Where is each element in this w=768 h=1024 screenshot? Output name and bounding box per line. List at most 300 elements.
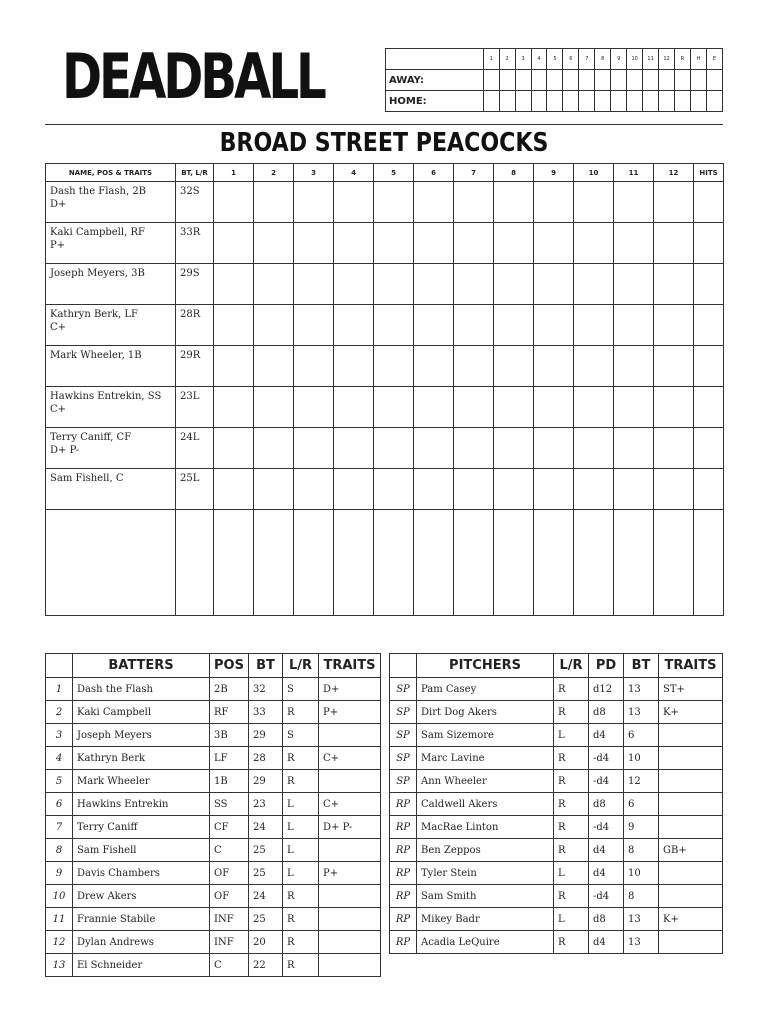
traits [319,931,381,954]
handedness: R [554,701,589,724]
at-bat-cell [454,182,494,223]
lineup-header: 11 [614,164,654,182]
player-name-pos: Sam Fishell, C [50,473,124,484]
position: CF [210,816,249,839]
empty-cell [294,510,334,616]
at-bat-cell [294,182,334,223]
at-bat-cell [614,182,654,223]
pitcher-role: RP [390,816,417,839]
traits [659,885,723,908]
batter-target: 8 [624,885,659,908]
player-name-pos: Terry Caniff, CF [50,432,132,443]
lineup-header: BT, L/R [176,164,214,182]
at-bat-cell [614,264,654,305]
batter-target: 24L [176,428,214,469]
player-name-pos: Kaki Campbell, RF [50,227,145,238]
at-bat-cell [334,387,374,428]
pitchers-header: TRAITS [659,654,723,678]
position: RF [210,701,249,724]
order-number: 4 [46,747,73,770]
at-bat-cell [214,264,254,305]
batters-row [46,931,381,954]
at-bat-cell [374,223,414,264]
away-score-cell [547,70,563,91]
home-score-cell [595,91,611,112]
at-bat-cell [414,469,454,510]
at-bat-cell [254,223,294,264]
lineup-header: 7 [454,164,494,182]
home-label: HOME: [386,91,484,112]
pitchers-row [390,724,723,747]
at-bat-cell [374,469,414,510]
away-score-cell [627,70,643,91]
at-bat-cell [614,428,654,469]
at-bat-cell [614,469,654,510]
at-bat-cell [654,305,694,346]
at-bat-cell [214,305,254,346]
empty-cell [494,510,534,616]
blank-header [390,654,417,678]
player-cell [46,469,176,510]
player-traits: D+ P- [50,445,80,456]
traits [319,885,381,908]
order-number: 3 [46,724,73,747]
player-cell [46,182,176,223]
at-bat-cell [214,387,254,428]
at-bat-cell [614,387,654,428]
batter-target: 29R [176,346,214,387]
pitchers-row [390,839,723,862]
at-bat-cell [374,305,414,346]
at-bat-cell [534,305,574,346]
batters-header: BT [249,654,283,678]
handedness: R [554,770,589,793]
lineup-header: 6 [414,164,454,182]
traits: P+ [319,862,381,885]
traits [659,793,723,816]
batter-target: 9 [624,816,659,839]
pitcher-role: RP [390,862,417,885]
at-bat-cell [294,264,334,305]
at-bat-cell [654,182,694,223]
at-bat-cell [494,305,534,346]
at-bat-cell [694,346,724,387]
at-bat-cell [574,223,614,264]
pitchers-row [390,908,723,931]
lineup-header: 10 [574,164,614,182]
inning-header: 3 [515,49,531,70]
traits [319,908,381,931]
pitcher-name: Tyler Stein [417,862,554,885]
batter-name: Mark Wheeler [73,770,210,793]
batter-target: 20 [249,931,283,954]
position: C [210,954,249,977]
lineup-row [46,223,724,264]
traits: ST+ [659,678,723,701]
at-bat-cell [574,346,614,387]
home-score-cell [659,91,675,112]
at-bat-cell [334,469,374,510]
traits [319,954,381,977]
pitchers-row [390,747,723,770]
home-score-cell [499,91,515,112]
at-bat-cell [494,346,534,387]
traits: C+ [319,747,381,770]
at-bat-cell [294,428,334,469]
position: 2B [210,678,249,701]
handedness: R [283,747,319,770]
at-bat-cell [694,305,724,346]
player-traits: D+ [50,199,67,210]
at-bat-cell [534,469,574,510]
away-score-cell [483,70,499,91]
pitcher-name: Acadia LeQuire [417,931,554,954]
position: 1B [210,770,249,793]
batter-target: 29S [176,264,214,305]
at-bat-cell [574,469,614,510]
away-score-cell [659,70,675,91]
traits: D+ P- [319,816,381,839]
at-bat-cell [294,387,334,428]
handedness: R [554,885,589,908]
at-bat-cell [694,264,724,305]
at-bat-cell [694,182,724,223]
handedness: R [554,839,589,862]
player-name-pos: Joseph Meyers, 3B [50,268,145,279]
at-bat-cell [574,182,614,223]
pitcher-name: Ben Zeppos [417,839,554,862]
at-bat-cell [414,305,454,346]
pitcher-role: SP [390,678,417,701]
at-bat-cell [294,305,334,346]
at-bat-cell [254,469,294,510]
batters-header: TRAITS [319,654,381,678]
away-score-cell [499,70,515,91]
batter-name: El Schneider [73,954,210,977]
position: OF [210,862,249,885]
at-bat-cell [414,428,454,469]
batters-row [46,770,381,793]
at-bat-cell [494,428,534,469]
at-bat-cell [254,264,294,305]
inning-header: 7 [579,49,595,70]
player-traits: C+ [50,404,67,415]
batters-row [46,678,381,701]
scoreboard-corner [386,49,484,70]
pitchers-row [390,862,723,885]
pitcher-name: Sam Smith [417,885,554,908]
at-bat-cell [214,346,254,387]
batter-target: 22 [249,954,283,977]
handedness: R [554,747,589,770]
at-bat-cell [294,346,334,387]
batters-row [46,816,381,839]
empty-cell [654,510,694,616]
position: SS [210,793,249,816]
position: INF [210,908,249,931]
away-score-cell [595,70,611,91]
at-bat-cell [654,264,694,305]
away-score-cell [690,70,706,91]
at-bat-cell [374,387,414,428]
at-bat-cell [414,387,454,428]
at-bat-cell [654,428,694,469]
empty-cell [534,510,574,616]
pitcher-name: Ann Wheeler [417,770,554,793]
traits [319,770,381,793]
at-bat-cell [374,428,414,469]
at-bat-cell [254,428,294,469]
at-bat-cell [574,305,614,346]
traits: K+ [659,701,723,724]
pitcher-role: RP [390,931,417,954]
pitch-die: d8 [589,793,624,816]
pitch-die: d12 [589,678,624,701]
pitcher-role: SP [390,724,417,747]
batter-target: 13 [624,931,659,954]
at-bat-cell [254,305,294,346]
batter-name: Dylan Andrews [73,931,210,954]
at-bat-cell [654,346,694,387]
at-bat-cell [574,264,614,305]
at-bat-cell [294,223,334,264]
at-bat-cell [254,346,294,387]
traits [659,931,723,954]
at-bat-cell [214,223,254,264]
empty-cell [574,510,614,616]
player-traits: P+ [50,240,66,251]
player-cell [46,428,176,469]
player-cell [46,305,176,346]
at-bat-cell [574,428,614,469]
home-score-cell [643,91,659,112]
traits [319,839,381,862]
batters-header: BATTERS [73,654,210,678]
batter-target: 10 [624,862,659,885]
player-cell [46,264,176,305]
empty-cell [414,510,454,616]
at-bat-cell [214,469,254,510]
away-score-cell [579,70,595,91]
pitch-die: -d4 [589,770,624,793]
batter-target: 33R [176,223,214,264]
at-bat-cell [454,264,494,305]
empty-cell [214,510,254,616]
home-score-cell [706,91,722,112]
batter-target: 6 [624,793,659,816]
pitcher-name: Mikey Badr [417,908,554,931]
inning-header: 9 [611,49,627,70]
at-bat-cell [454,387,494,428]
at-bat-cell [214,428,254,469]
inning-header: 5 [547,49,563,70]
away-score-cell [515,70,531,91]
pitch-die: -d4 [589,747,624,770]
at-bat-cell [454,346,494,387]
at-bat-cell [574,387,614,428]
pitcher-role: RP [390,908,417,931]
at-bat-cell [614,223,654,264]
batter-target: 12 [624,770,659,793]
home-score-cell [483,91,499,112]
at-bat-cell [334,346,374,387]
batter-target: 25 [249,908,283,931]
lineup-header: 5 [374,164,414,182]
handedness: L [554,908,589,931]
home-score-cell [563,91,579,112]
pitcher-name: Pam Casey [417,678,554,701]
order-number: 5 [46,770,73,793]
player-cell [46,346,176,387]
handedness: R [283,931,319,954]
pitcher-name: Marc Lavine [417,747,554,770]
at-bat-cell [254,182,294,223]
player-name-pos: Kathryn Berk, LF [50,309,138,320]
at-bat-cell [414,182,454,223]
at-bat-cell [334,182,374,223]
batter-name: Kaki Campbell [73,701,210,724]
lineup-header: 1 [214,164,254,182]
batter-name: Davis Chambers [73,862,210,885]
pitchers-row [390,793,723,816]
away-score-cell [611,70,627,91]
batter-name: Dash the Flash [73,678,210,701]
at-bat-cell [454,469,494,510]
pitchers-row [390,678,723,701]
at-bat-cell [534,182,574,223]
lineup-row [46,469,724,510]
divider [45,124,723,125]
order-number: 9 [46,862,73,885]
empty-cell [254,510,294,616]
at-bat-cell [694,223,724,264]
pitchers-row [390,816,723,839]
pitcher-name: Sam Sizemore [417,724,554,747]
at-bat-cell [414,264,454,305]
at-bat-cell [334,305,374,346]
inning-header: 4 [531,49,547,70]
batters-row [46,724,381,747]
away-score-cell [675,70,691,91]
traits: C+ [319,793,381,816]
pitch-die: d8 [589,908,624,931]
batters-row [46,793,381,816]
pitcher-name: Dirt Dog Akers [417,701,554,724]
batters-row [46,908,381,931]
traits [659,816,723,839]
batter-name: Frannie Stabile [73,908,210,931]
pitcher-role: RP [390,839,417,862]
at-bat-cell [334,428,374,469]
lineup-row [46,346,724,387]
handedness: R [554,931,589,954]
at-bat-cell [374,182,414,223]
pitch-die: d4 [589,724,624,747]
handedness: R [554,793,589,816]
at-bat-cell [654,387,694,428]
traits: K+ [659,908,723,931]
traits [319,724,381,747]
at-bat-cell [694,469,724,510]
handedness: L [283,862,319,885]
pitch-die: d8 [589,701,624,724]
player-name-pos: Mark Wheeler, 1B [50,350,142,361]
at-bat-cell [334,264,374,305]
inning-header: 12 [659,49,675,70]
home-score-cell [531,91,547,112]
at-bat-cell [414,346,454,387]
batter-target: 28R [176,305,214,346]
at-bat-cell [494,182,534,223]
home-score-cell [627,91,643,112]
away-label: AWAY: [386,70,484,91]
batter-target: 25 [249,862,283,885]
order-number: 10 [46,885,73,908]
batter-target: 25 [249,839,283,862]
order-number: 1 [46,678,73,701]
position: LF [210,747,249,770]
batter-target: 13 [624,908,659,931]
at-bat-cell [494,264,534,305]
inning-header: 6 [563,49,579,70]
home-score-cell [611,91,627,112]
home-score-cell [690,91,706,112]
batters-header: L/R [283,654,319,678]
at-bat-cell [454,428,494,469]
position: 3B [210,724,249,747]
pitcher-role: RP [390,885,417,908]
handedness: S [283,678,319,701]
lineup-header: 3 [294,164,334,182]
scoreboard [385,48,723,112]
batter-target: 25L [176,469,214,510]
batter-name: Joseph Meyers [73,724,210,747]
handedness: R [283,908,319,931]
pitcher-role: SP [390,747,417,770]
batters-row [46,885,381,908]
batters-row [46,701,381,724]
lineup-header: 9 [534,164,574,182]
batter-target: 33 [249,701,283,724]
player-cell [46,387,176,428]
at-bat-cell [494,469,534,510]
batters-header: POS [210,654,249,678]
traits [659,770,723,793]
pitch-die: d4 [589,862,624,885]
lineup-header: 12 [654,164,694,182]
lineup-scorecard [45,163,724,616]
lineup-header: 4 [334,164,374,182]
at-bat-cell [534,387,574,428]
pitchers-header: L/R [554,654,589,678]
batter-name: Sam Fishell [73,839,210,862]
at-bat-cell [494,223,534,264]
position: C [210,839,249,862]
at-bat-cell [614,305,654,346]
at-bat-cell [654,469,694,510]
at-bat-cell [454,223,494,264]
pitch-die: d4 [589,931,624,954]
away-score-cell [563,70,579,91]
pitch-die: -d4 [589,816,624,839]
player-name-pos: Hawkins Entrekin, SS [50,391,162,402]
inning-header: E [706,49,722,70]
lineup-row [46,428,724,469]
handedness: L [283,793,319,816]
empty-cell [614,510,654,616]
order-number: 7 [46,816,73,839]
position: OF [210,885,249,908]
